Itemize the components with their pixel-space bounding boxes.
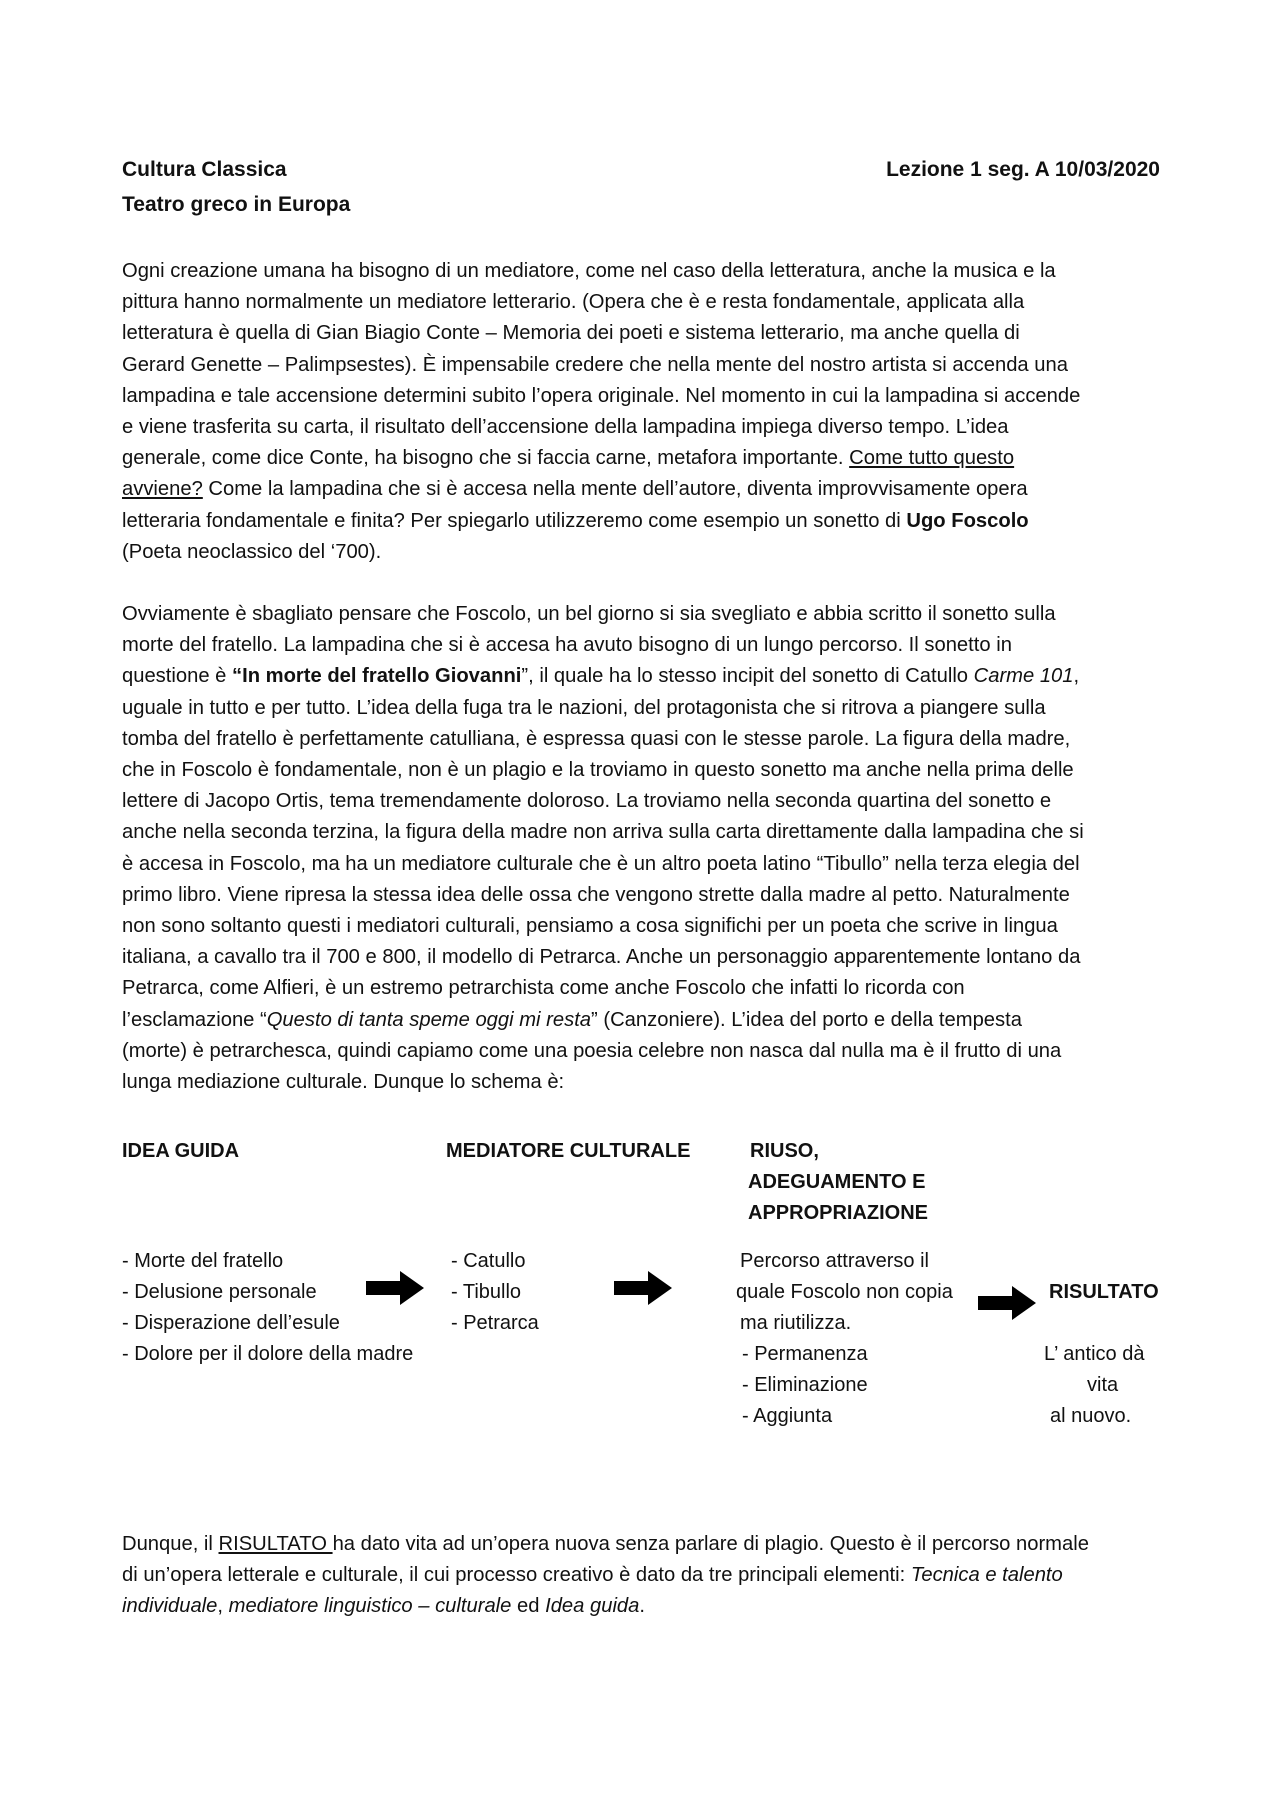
paragraph-line: e viene trasferita su carta, il risultato dell’accensione della lampadina impiega diverso tempo. L’idea bbox=[122, 416, 1009, 439]
paragraph-line: non sono soltanto questi i mediatori culturali, pensiamo a cosa significhi per un poeta che scrive in lingua bbox=[122, 915, 1058, 938]
idea-item: - Dolore per il dolore della madre bbox=[122, 1343, 414, 1365]
text-run: questione è bbox=[122, 665, 232, 688]
paragraph-line: uguale in tutto e per tutto. L’idea della fuga tra le nazioni, del protagonista che si ritrova a piangere sulla bbox=[122, 696, 1046, 719]
paragraph-line: Ovviamente è sbagliato pensare che Foscolo, un bel giorno si sia svegliato e abbia scritto il sonetto sulla bbox=[122, 603, 1056, 625]
paragraph-line: Ogni creazione umana ha bisogno di un mediatore, come nel caso della letteratura, anche la musica e la bbox=[122, 260, 1056, 282]
reuse-item: - Permanenza bbox=[742, 1343, 868, 1365]
text-run: di un’opera letterale e culturale, il cui processo creativo è dato da tre principali elementi: bbox=[122, 1564, 911, 1587]
text-run: ”, il quale ha lo stesso incipit del sonetto di Catullo bbox=[521, 665, 974, 688]
text-run: ed bbox=[511, 1595, 546, 1618]
page-subtitle: Teatro greco in Europa bbox=[122, 193, 351, 216]
paragraph-1 bbox=[122, 256, 1162, 568]
col-title-riuso-2: ADEGUAMENTO E bbox=[748, 1171, 926, 1193]
right-arrow-icon bbox=[614, 1271, 672, 1305]
underlined-result: RISULTATO bbox=[218, 1533, 333, 1555]
result-item: vita bbox=[1087, 1374, 1119, 1396]
mediator-item: - Petrarca bbox=[451, 1312, 539, 1334]
underlined-question-end: avviene? bbox=[122, 478, 203, 501]
text-run: Dunque, il bbox=[122, 1533, 219, 1555]
paragraph-line bbox=[122, 443, 1162, 474]
reuse-item: Percorso attraverso il bbox=[740, 1250, 929, 1272]
reuse-item: quale Foscolo non copia bbox=[736, 1281, 953, 1303]
paragraph-line bbox=[122, 661, 1162, 692]
paragraph-line: (morte) è petrarchesca, quindi capiamo come una poesia celebre non nasca dal nulla ma è il frutto di una bbox=[122, 1039, 1062, 1062]
idea-item: - Morte del fratello bbox=[122, 1250, 284, 1272]
result-item: L’ antico dà bbox=[1044, 1343, 1145, 1365]
paragraph-line: primo libro. Viene ripresa la stessa idea delle ossa che vengono strette dalla madre al petto. Naturalmente bbox=[122, 883, 1070, 906]
paragraph-line: Petrarca, come Alfieri, è un estremo petrarchista come anche Foscolo che infatti lo ricorda con bbox=[122, 977, 965, 1000]
idea-item: - Disperazione dell’esule bbox=[122, 1312, 340, 1334]
text-run: , bbox=[1073, 665, 1080, 688]
paragraph-line bbox=[122, 1529, 1162, 1560]
text-run: , bbox=[217, 1595, 229, 1618]
paragraph-line bbox=[122, 1005, 1162, 1036]
italic-term: individuale bbox=[122, 1595, 218, 1618]
paragraph-line bbox=[122, 474, 1162, 505]
paragraph-line: letteratura è quella di Gian Biagio Conte – Memoria dei poeti e sistema letterario, ma anche quella di bbox=[122, 322, 1020, 345]
underlined-question: Come tutto questo bbox=[849, 447, 1015, 470]
right-arrow-icon bbox=[978, 1286, 1036, 1320]
right-arrow-icon bbox=[366, 1271, 424, 1305]
paragraph-line: Gerard Genette – Palimpsestes). È impensabile credere che nella mente del nostro artista si accenda una bbox=[122, 353, 1068, 376]
italic-term: mediatore linguistico – culturale bbox=[228, 1595, 512, 1618]
sonnet-title: “In morte del fratello Giovanni bbox=[232, 665, 522, 688]
text-run: . bbox=[639, 1595, 645, 1618]
reuse-item: - Aggiunta bbox=[742, 1405, 833, 1427]
reuse-item: - Eliminazione bbox=[742, 1374, 868, 1396]
paragraph-2 bbox=[122, 599, 1162, 1098]
col-title-mediatore: MEDIATORE CULTURALE bbox=[446, 1140, 691, 1162]
col-title-riuso-1: RIUSO, bbox=[750, 1140, 819, 1162]
paragraph-line: anche nella seconda terzina, la figura della madre non arriva sulla carta direttamente dalla lampadina che si bbox=[122, 821, 1084, 844]
paragraph-line: lampadina e tale accensione determini subito l’opera originale. Nel momento in cui la lampadina si accende bbox=[122, 384, 1081, 407]
course-title: Cultura Classica bbox=[122, 158, 287, 181]
paragraph-line bbox=[122, 506, 1162, 537]
paragraph-line bbox=[122, 1560, 1162, 1591]
mediator-item: - Tibullo bbox=[451, 1281, 522, 1303]
paragraph-line: morte del fratello. La lampadina che si è accesa ha avuto bisogno di un lungo percorso. Il sonetto in bbox=[122, 634, 1012, 657]
reuse-item: ma riutilizza. bbox=[740, 1312, 852, 1334]
result-label: RISULTATO bbox=[1049, 1281, 1159, 1303]
carme-title: Carme 101 bbox=[973, 665, 1074, 688]
paragraph-line: che in Foscolo è fondamentale, non è un plagio e la troviamo in questo sonetto ma anche nella prima delle bbox=[122, 759, 1074, 782]
quoted-verse: Questo di tanta speme oggi mi resta bbox=[266, 1008, 592, 1031]
text-run: ha dato vita ad un’opera nuova senza parlare di plagio. Questo è il percorso normale bbox=[332, 1533, 1089, 1555]
text-run: letteraria fondamentale e finita? Per spiegarlo utilizzeremo come esempio un sonetto di bbox=[122, 509, 907, 532]
text-run: ” (Canzoniere). L’idea del porto e della tempesta bbox=[591, 1008, 1022, 1031]
paragraph-line: (Poeta neoclassico del ‘700). bbox=[122, 540, 382, 563]
paragraph-line: tomba del fratello è perfettamente catulliana, è espressa quasi con le stesse parole. La figura della madre, bbox=[122, 727, 1071, 750]
paragraph-line: italiana, a cavallo tra il 700 e 800, il modello di Petrarca. Anche un personaggio apparentemente lontano da bbox=[122, 946, 1081, 969]
paragraph-line: lunga mediazione culturale. Dunque lo schema è: bbox=[122, 1071, 565, 1094]
col-title-idea-guida: IDEA GUIDA bbox=[122, 1140, 240, 1162]
result-item: al nuovo. bbox=[1050, 1405, 1132, 1427]
mediator-item: - Catullo bbox=[451, 1250, 526, 1272]
italic-term: Tecnica e talento bbox=[910, 1564, 1063, 1587]
text-run: l’esclamazione “ bbox=[122, 1008, 267, 1031]
paragraph-line bbox=[122, 1591, 1162, 1622]
paragraph-3 bbox=[122, 1529, 1162, 1623]
idea-item: - Delusione personale bbox=[122, 1281, 317, 1303]
text-run: Come la lampadina che si è accesa nella mente dell’autore, diventa improvvisamente opera bbox=[202, 478, 1028, 501]
paragraph-line: pittura hanno normalmente un mediatore letterario. (Opera che è e resta fondamentale, applicata alla bbox=[122, 291, 1025, 314]
paragraph-line: è accesa in Foscolo, ma ha un mediatore culturale che è un altro poeta latino “Tibullo” nella terza elegia del bbox=[122, 852, 1080, 875]
text-run: generale, come dice Conte, ha bisogno che si faccia carne, metafora importante. bbox=[122, 447, 850, 470]
italic-term: Idea guida bbox=[545, 1595, 640, 1618]
col-title-riuso-3: APPROPRIAZIONE bbox=[748, 1202, 929, 1224]
author-name: Ugo Foscolo bbox=[906, 509, 1029, 532]
paragraph-line: lettere di Jacopo Ortis, tema tremendamente doloroso. La troviamo nella seconda quartina del sonetto e bbox=[122, 790, 1052, 813]
lesson-date: Lezione 1 seg. A 10/03/2020 bbox=[886, 158, 1160, 181]
